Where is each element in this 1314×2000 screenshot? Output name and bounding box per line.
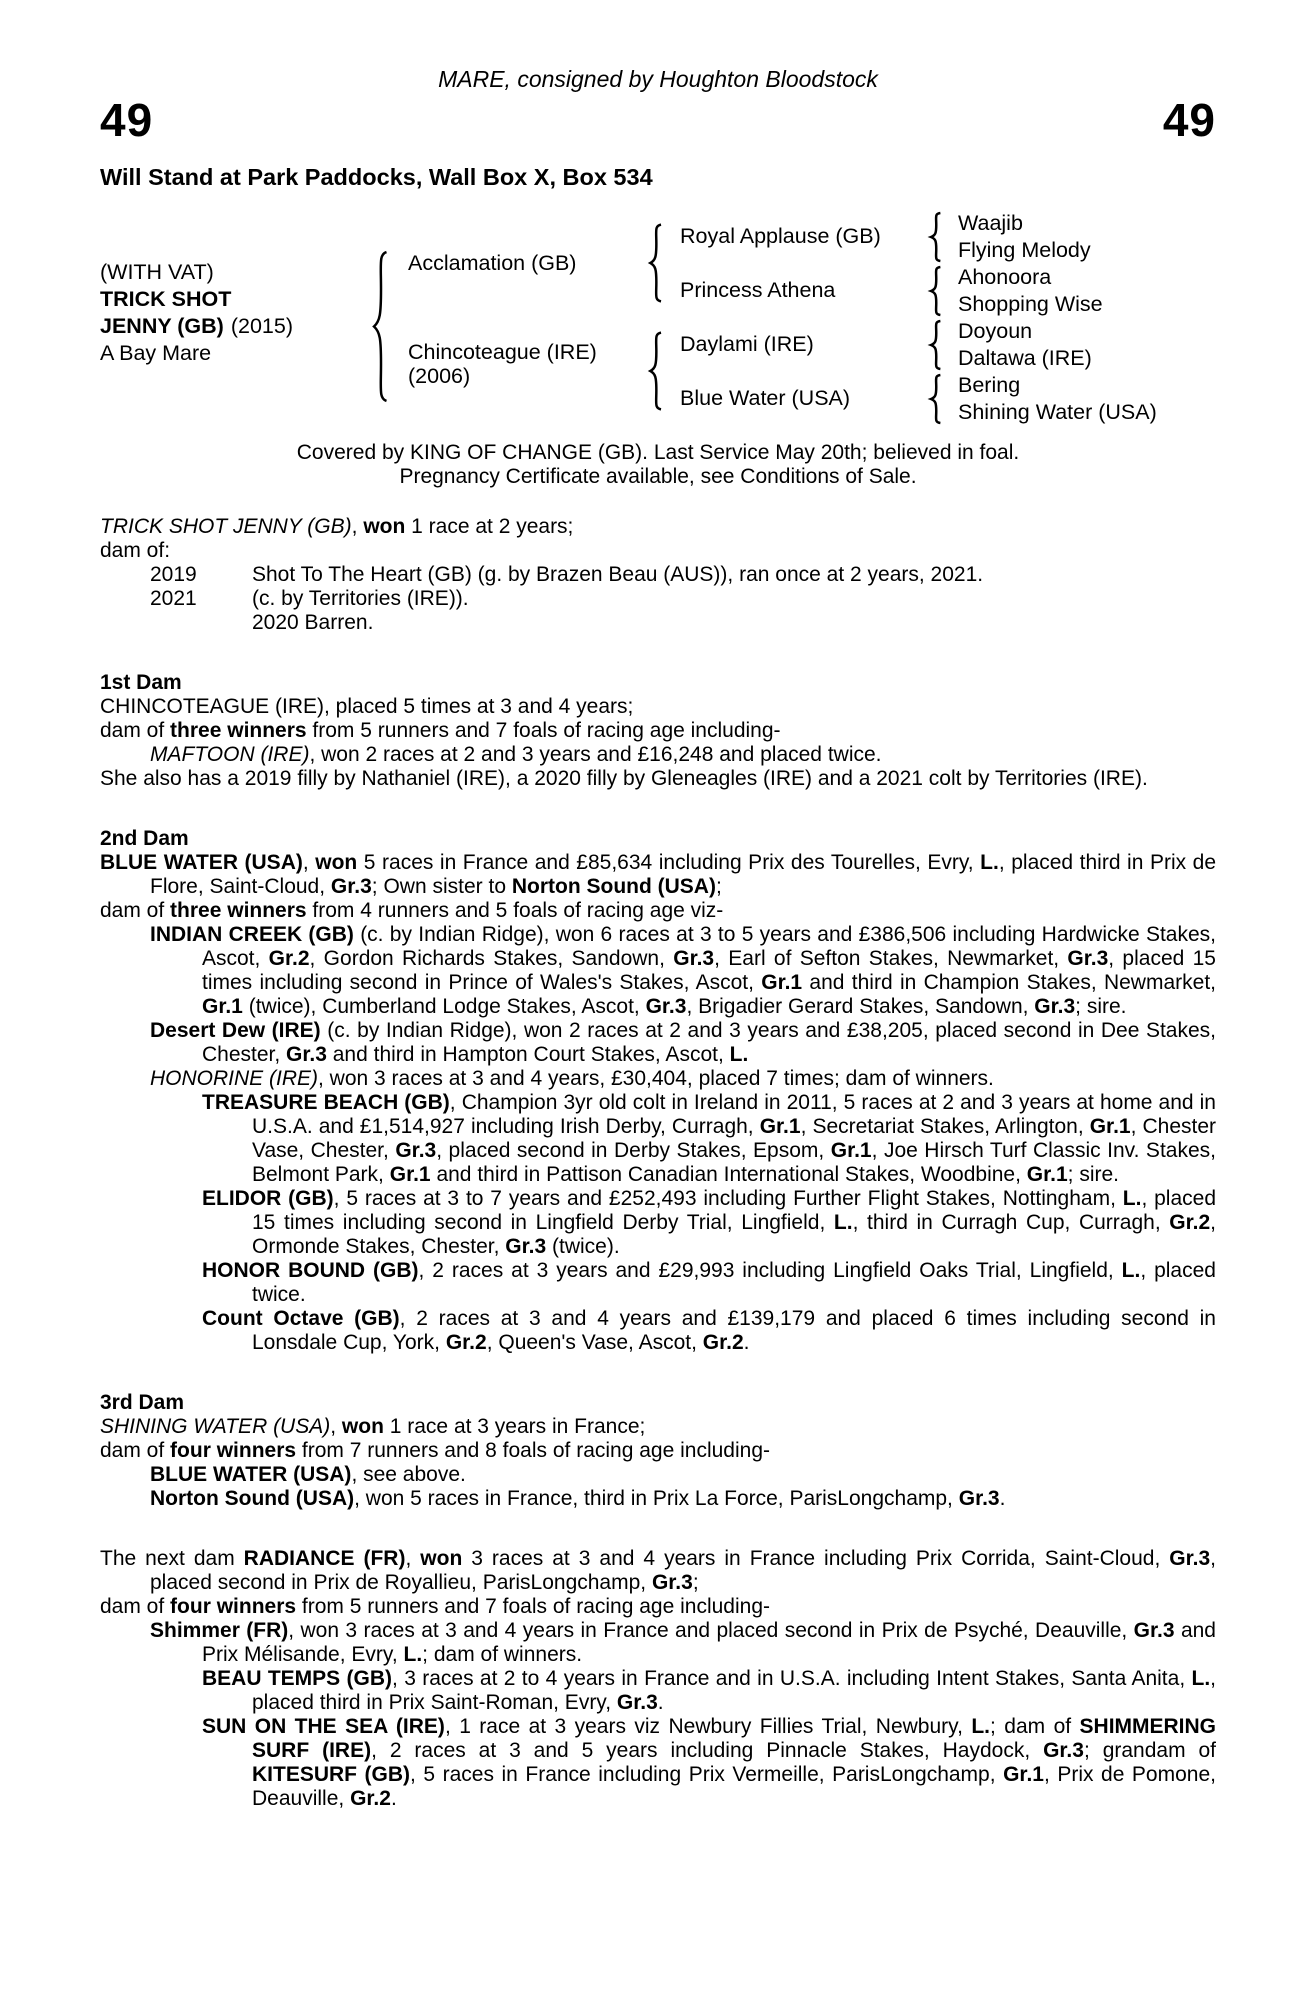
produce-record-intro: TRICK SHOT JENNY (GB), won 1 race at 2 years; xyxy=(100,515,574,538)
pedigree-brace xyxy=(647,223,664,303)
pedigree-brace xyxy=(928,320,943,370)
dam-sire-name: Daylami (IRE) xyxy=(680,332,814,356)
pedigree-table xyxy=(100,199,1216,437)
pedigree-paragraph: Count Octave (GB), 2 races at 3 and 4 years and £139,179 and placed 6 times including second in Lonsdale Cup, York, Gr.2, Queen's Vase, Ascot, Gr.2. xyxy=(202,1307,1216,1354)
pedigree-paragraph: dam of three winners from 4 runners and 5 foals of racing age viz- xyxy=(100,899,724,922)
produce-text: (c. by Territories (IRE)). xyxy=(252,587,469,610)
mare-foaling-year: (2015) xyxy=(230,314,294,338)
sire-dam-sire-name: Ahonoora xyxy=(958,265,1052,289)
pedigree-paragraph: INDIAN CREEK (GB) (c. by Indian Ridge), won 6 races at 3 to 5 years and £386,506 including Hardwicke Stakes, Ascot, Gr.2, Gordon Richards Stakes, Sandown, Gr.3, Earl of Sefton Stakes, Newmarket, Gr.3, placed 15 times including second in Prince of Wales's Stakes, Ascot, Gr.1 and third in Champion Stakes, Newmarket, Gr.1 (twice), Cumberland Lodge Stakes, Ascot, Gr.3, Brigadier Gerard Stakes, Sandown, Gr.3; sire. xyxy=(150,923,1217,1018)
lot-number-row xyxy=(100,95,1216,145)
mare-name-line2: JENNY (GB) xyxy=(100,314,224,338)
pedigree-paragraph: BLUE WATER (USA), see above. xyxy=(150,1463,466,1486)
pedigree-paragraph: BEAU TEMPS (GB), 3 races at 2 to 4 years in France and in U.S.A. including Intent Stakes, Santa Anita, L., placed third in Prix Saint-Roman, Evry, Gr.3. xyxy=(202,1667,1217,1714)
pedigree-paragraph: MAFTOON (IRE), won 2 races at 2 and 3 years and £16,248 and placed twice. xyxy=(150,743,882,766)
sire-dam-name: Princess Athena xyxy=(680,278,836,302)
pedigree-paragraph: Norton Sound (USA), won 5 races in France, third in Prix La Force, ParisLongchamp, Gr.3. xyxy=(150,1487,1006,1510)
covering-statement xyxy=(100,441,1216,489)
produce-year: 2021 xyxy=(150,587,197,610)
pedigree-brace xyxy=(928,266,943,316)
dam-foaling-year: (2006) xyxy=(408,364,471,388)
produce-dam-of-label: dam of: xyxy=(100,539,171,562)
next-dam-section xyxy=(100,1547,1216,1811)
sire-dam-dam-name: Shopping Wise xyxy=(958,292,1103,316)
sire-sire-dam-name: Flying Melody xyxy=(958,238,1091,262)
pedigree-paragraph: BLUE WATER (USA), won 5 races in France and £85,634 including Prix des Tourelles, Evry, L., placed third in Prix de Flore, Saint-Cloud, Gr.3; Own sister to Norton Sound (USA); xyxy=(100,851,1217,898)
section-heading: 2nd Dam xyxy=(100,827,189,850)
pedigree-paragraph: She also has a 2019 filly by Nathaniel (IRE), a 2020 filly by Gleneagles (IRE) and a 2021 colt by Territories (IRE). xyxy=(100,767,1148,790)
pedigree-paragraph: HONOR BOUND (GB), 2 races at 3 years and £29,993 including Lingfield Oaks Trial, Lingfield, L., placed twice. xyxy=(202,1259,1216,1306)
dam-sire-dam-name: Daltawa (IRE) xyxy=(958,346,1092,370)
sire-name: Acclamation (GB) xyxy=(408,251,577,275)
dam-dam-name: Blue Water (USA) xyxy=(680,386,851,410)
pedigree-paragraph: HONORINE (IRE), won 3 races at 3 and 4 years, £30,404, placed 7 times; dam of winners. xyxy=(150,1067,994,1090)
produce-record-row xyxy=(100,587,1216,611)
first-dam-section xyxy=(100,671,1216,791)
sire-sire-name: Royal Applause (GB) xyxy=(680,224,881,248)
dam-sire-sire-name: Doyoun xyxy=(958,319,1033,343)
pedigree-paragraph: dam of four winners from 5 runners and 7 foals of racing age including- xyxy=(100,1595,770,1618)
mare-name-line2-row xyxy=(100,314,293,338)
pedigree-paragraph: ELIDOR (GB), 5 races at 3 to 7 years and £252,493 including Further Flight Stakes, Nottingham, L., placed 15 times including second in Lingfield Derby Trial, Lingfield, L., third in Curragh Cup, Curragh, Gr.2, Ormonde Stakes, Chester, Gr.3 (twice). xyxy=(202,1187,1216,1258)
pedigree-paragraph: dam of four winners from 7 runners and 8 foals of racing age including- xyxy=(100,1439,770,1462)
third-dam-section xyxy=(100,1391,1216,1511)
stand-location-line: Will Stand at Park Paddocks, Wall Box X, Box 534 xyxy=(100,164,653,190)
section-heading: 1st Dam xyxy=(100,671,182,694)
dam-name: Chincoteague (IRE) xyxy=(408,340,597,364)
produce-text: 2020 Barren. xyxy=(252,611,374,634)
lot-number-left: 49 xyxy=(100,94,154,146)
produce-record-row xyxy=(100,611,1216,635)
dam-dam-dam-name: Shining Water (USA) xyxy=(958,400,1157,424)
pedigree-paragraph: Shimmer (FR), won 3 races at 3 and 4 years in France and placed second in Prix de Psyché, Deauville, Gr.3 and Prix Mélisande, Evry, L.; dam of winners. xyxy=(150,1619,1216,1666)
covering-line-2: Pregnancy Certificate available, see Conditions of Sale. xyxy=(399,465,917,488)
produce-year: 2019 xyxy=(150,563,197,586)
pedigree-brace xyxy=(647,331,664,411)
pedigree-paragraph: Desert Dew (IRE) (c. by Indian Ridge), won 2 races at 2 and 3 years and £38,205, placed second in Dee Stakes, Chester, Gr.3 and third in Hampton Court Stakes, Ascot, L. xyxy=(150,1019,1217,1066)
vat-note: (WITH VAT) xyxy=(100,260,214,284)
pedigree-paragraph: SHINING WATER (USA), won 1 race at 3 years in France; xyxy=(100,1415,646,1438)
pedigree-paragraph: dam of three winners from 5 runners and 7 foals of racing age including- xyxy=(100,719,781,742)
dam-dam-sire-name: Bering xyxy=(958,373,1021,397)
mare-name-line1: TRICK SHOT xyxy=(100,287,232,311)
sire-sire-sire-name: Waajib xyxy=(958,211,1023,235)
mare-description: A Bay Mare xyxy=(100,341,212,365)
pedigree-paragraph: The next dam RADIANCE (FR), won 3 races at 3 and 4 years in France including Prix Corrida, Saint-Cloud, Gr.3, placed second in Prix de Royallieu, ParisLongchamp, Gr.3; xyxy=(100,1547,1216,1594)
pedigree-paragraph: CHINCOTEAGUE (IRE), placed 5 times at 3 and 4 years; xyxy=(100,695,634,718)
produce-record-row xyxy=(100,563,1216,587)
covering-line-1: Covered by KING OF CHANGE (GB). Last Service May 20th; believed in foal. xyxy=(296,441,1020,464)
pedigree-paragraph: SUN ON THE SEA (IRE), 1 race at 3 years viz Newbury Fillies Trial, Newbury, L.; dam of SHIMMERING SURF (IRE), 2 races at 3 and 5 years including Pinnacle Stakes, Haydock, Gr.3; grandam of KITESURF (GB), 5 races in France including Prix Vermeille, ParisLongchamp, Gr.1, Prix de Pomone, Deauville, Gr.2. xyxy=(202,1715,1217,1810)
pedigree-paragraph: TREASURE BEACH (GB), Champion 3yr old colt in Ireland in 2011, 5 races at 2 and 3 years at home and in U.S.A. and £1,514,927 including Irish Derby, Curragh, Gr.1, Secretariat Stakes, Arlington, Gr.1, Chester Vase, Chester, Gr.3, placed second in Derby Stakes, Epsom, Gr.1, Joe Hirsch Turf Classic Inv. Stakes, Belmont Park, Gr.1 and third in Pattison Canadian International Stakes, Woodbine, Gr.1; sire. xyxy=(202,1091,1217,1186)
second-dam-section xyxy=(100,827,1216,1355)
produce-text: Shot To The Heart (GB) (g. by Brazen Beau (AUS)), ran once at 2 years, 2021. xyxy=(252,563,984,586)
pedigree-brace xyxy=(928,374,943,424)
pedigree-brace xyxy=(370,249,390,404)
section-heading: 3rd Dam xyxy=(100,1391,185,1414)
consignor-line: MARE, consigned by Houghton Bloodstock xyxy=(438,66,878,92)
lot-number-right: 49 xyxy=(1162,94,1216,146)
pedigree-brace xyxy=(928,212,943,262)
